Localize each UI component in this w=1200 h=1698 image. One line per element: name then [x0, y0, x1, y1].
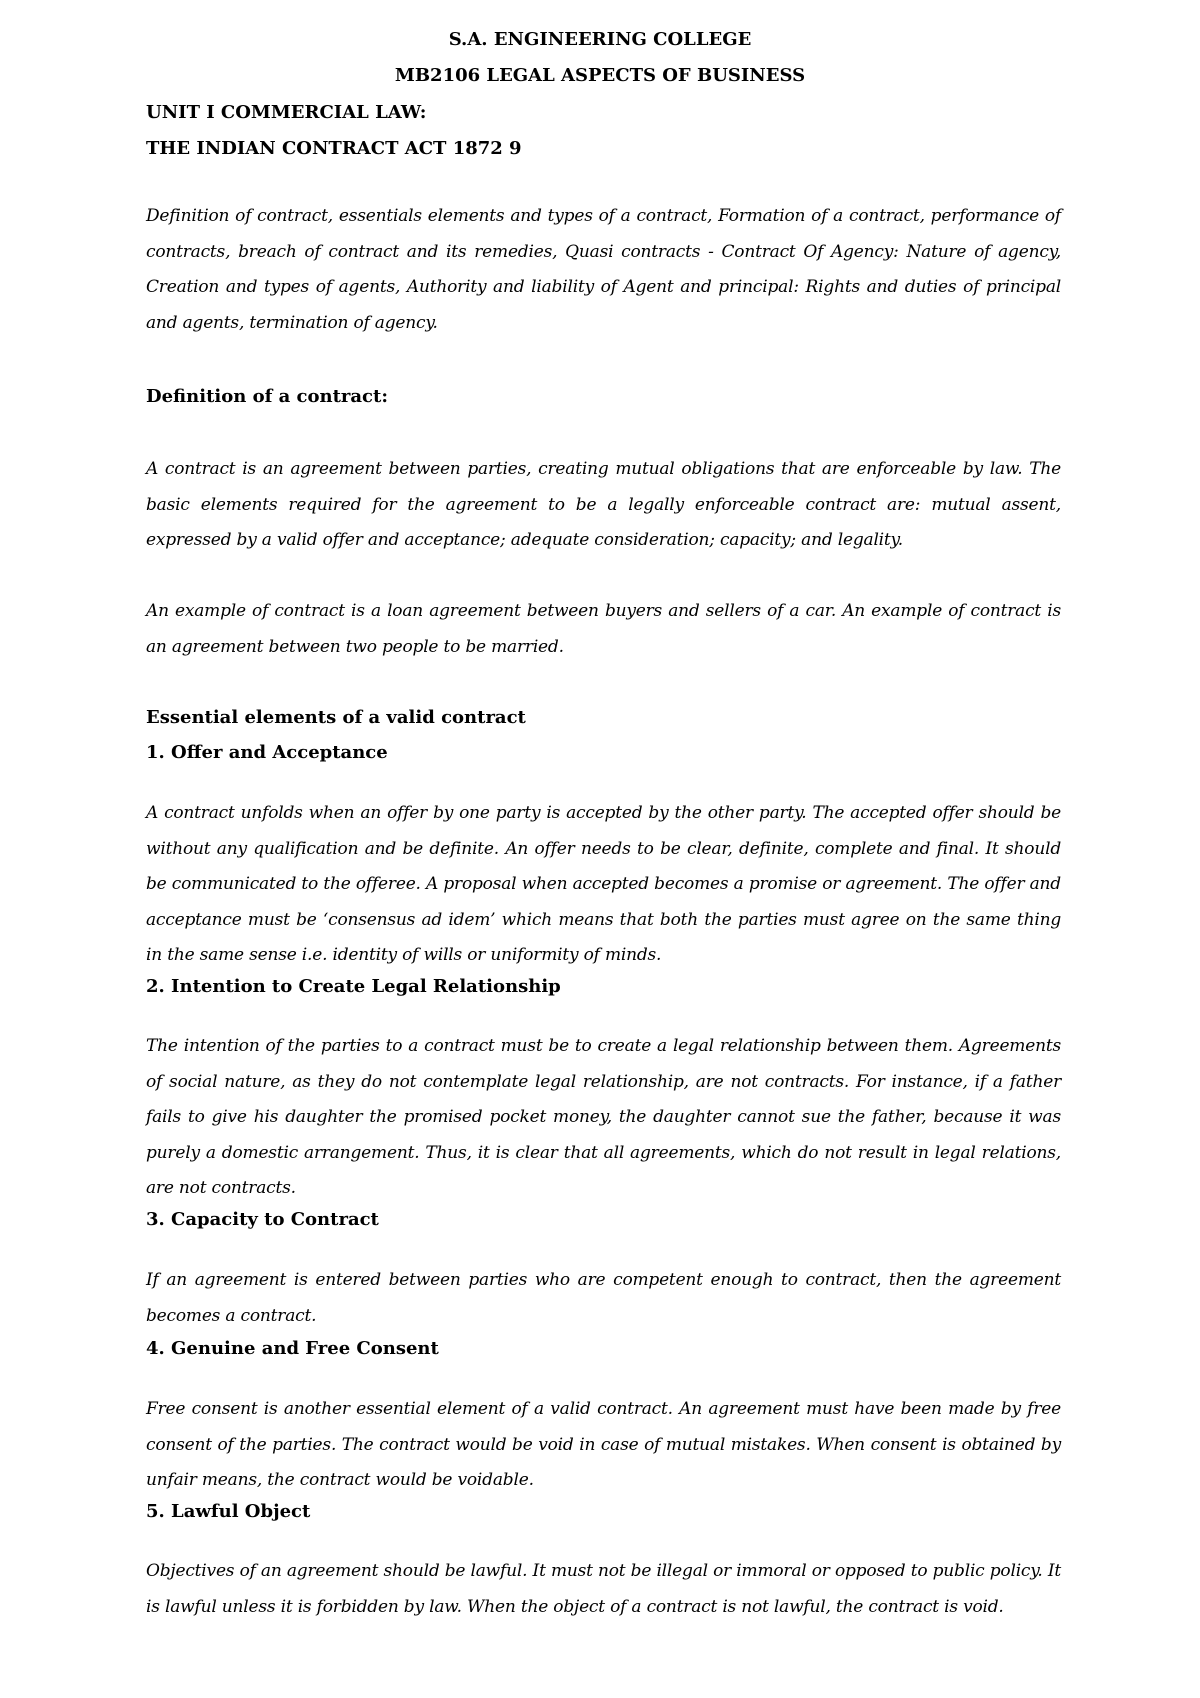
syllabus-paragraph: Definition of contract, essentials elements and types of a contract, Formation of a contract, performance of contracts, breach of contract and its remedies, Quasi contracts - Contract Of Agency: Nature of agency, Creation and types of agents, Authority and liability of Agent and principal: Rights and duties of principal and agents, termination of agency.	[146, 206, 1061, 333]
elements-heading: Essential elements of a valid contract	[146, 707, 526, 728]
example-paragraph: An example of contract is a loan agreement between buyers and sellers of a car. An example of contract is an agreement between two people to be married.	[146, 601, 1061, 657]
act-heading: THE INDIAN CONTRACT ACT 1872 9	[146, 138, 522, 159]
definition-paragraph: A contract is an agreement between parties, creating mutual obligations that are enforceable by law. The basic elements required for the agreement to be a legally enforceable contract are: mutual assent, expressed by a valid offer and acceptance; adequate consideration; capacity; and legality.	[146, 459, 1061, 551]
element-text: Objectives of an agreement should be lawful. It must not be illegal or immoral or opposed to public policy. It is lawful unless it is forbidden by law. When the object of a contract is not lawful, the contract is void.	[146, 1561, 1061, 1617]
unit-heading: UNIT I COMMERCIAL LAW:	[146, 102, 427, 123]
course-title: MB2106 LEGAL ASPECTS OF BUSINESS	[394, 65, 806, 86]
element-title: 5. Lawful Object	[146, 1501, 311, 1522]
element-text: If an agreement is entered between parties who are competent enough to contract, then the agreement becomes a contract.	[146, 1270, 1061, 1326]
element-title: 4. Genuine and Free Consent	[146, 1338, 439, 1359]
element-title: 3. Capacity to Contract	[146, 1209, 379, 1230]
element-title: 1. Offer and Acceptance	[146, 742, 388, 763]
element-text: A contract unfolds when an offer by one party is accepted by the other party. The accepted offer should be without any qualification and be definite. An offer needs to be clear, definite, complete and final. It should be communicated to the offeree. A proposal when accepted becomes a promise or agreement. The offer and acceptance must be ‘consensus ad idem’ which means that both the parties must agree on the same thing in the same sense i.e. identity of wills or uniformity of minds.	[146, 803, 1061, 966]
definition-heading: Definition of a contract:	[146, 386, 388, 407]
element-text: Free consent is another essential element of a valid contract. An agreement must have been made by free consent of the parties. The contract would be void in case of mutual mistakes. When consent is obtained by unfair means, the contract would be voidable.	[146, 1399, 1061, 1491]
element-title: 2. Intention to Create Legal Relationship	[146, 976, 561, 997]
element-text: The intention of the parties to a contract must be to create a legal relationship between them. Agreements of social nature, as they do not contemplate legal relationship, are not contracts. For instance, if a father fails to give his daughter the promised pocket money, the daughter cannot sue the father, because it was purely a domestic arrangement. Thus, it is clear that all agreements, which do not result in legal relations, are not contracts.	[146, 1036, 1061, 1199]
college-title: S.A. ENGINEERING COLLEGE	[448, 29, 752, 50]
